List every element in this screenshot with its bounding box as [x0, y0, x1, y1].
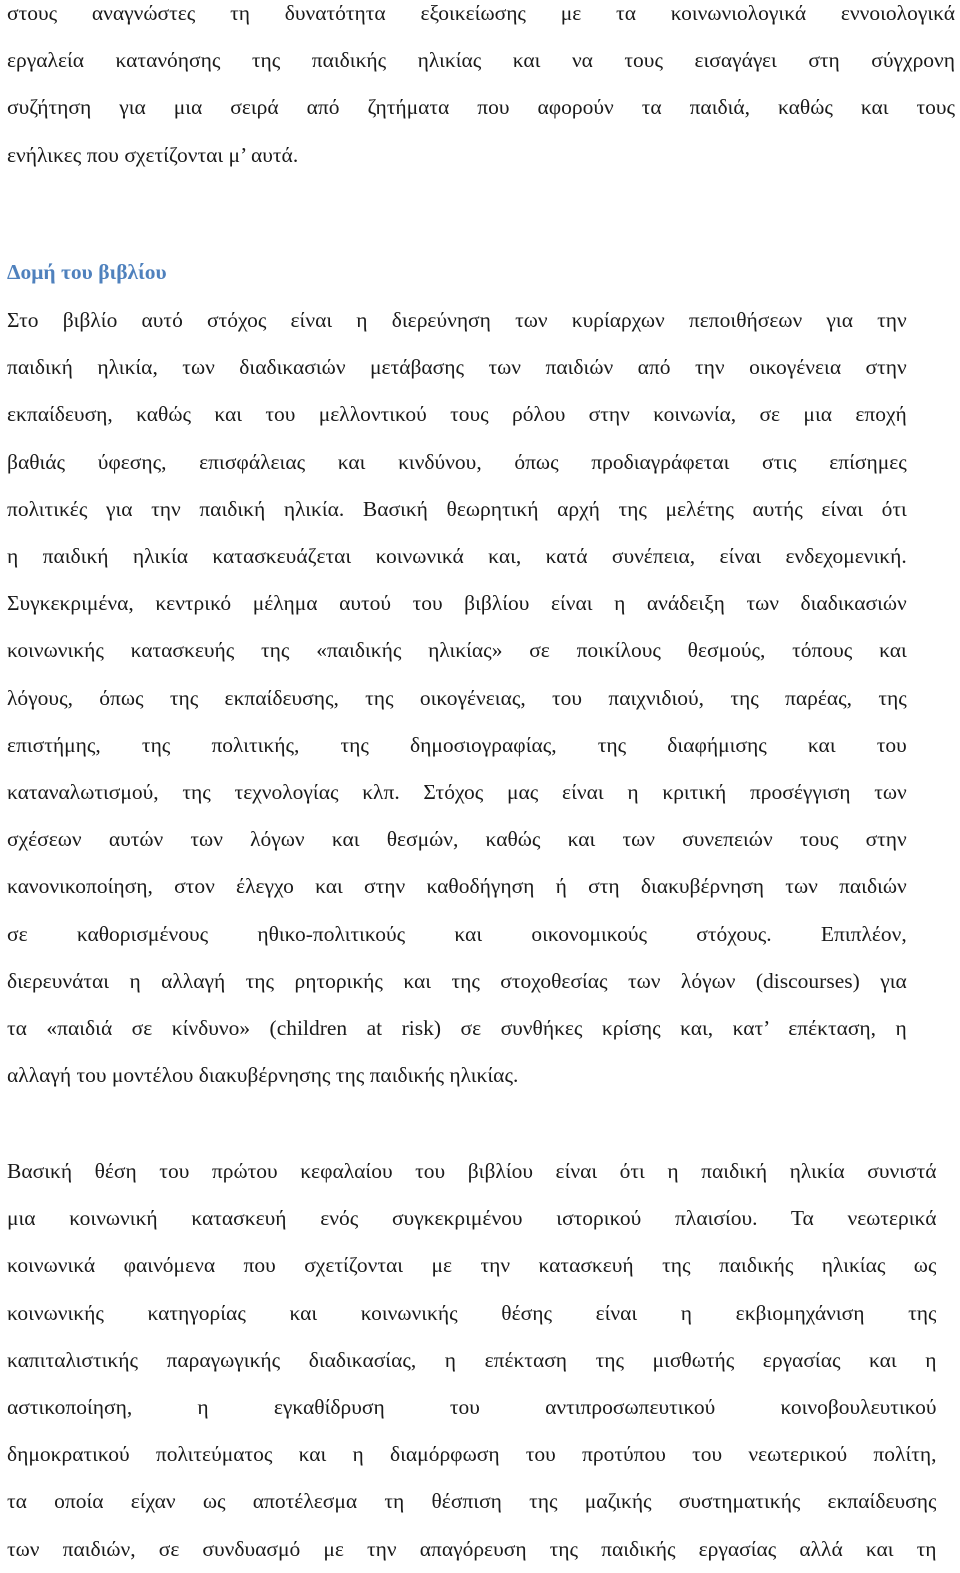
text-line: τα οποία είχαν ως αποτέλεσμα τη θέσπιση της μαζικής συστηματικής εκπαίδευσης	[7, 1489, 937, 1514]
text-line: Βασική θέση του πρώτου κεφαλαίου του βιβλίου είναι ότι η παιδική ηλικία συνιστά	[7, 1159, 937, 1183]
text-line: σχέσεων αυτών των λόγων και θεσμών, καθώς και των συνεπειών τους στην	[7, 827, 907, 852]
text-line: κοινωνικής κατηγορίας και κοινωνικής θέσης είναι η εκβιομηχάνιση της	[7, 1300, 937, 1325]
text-line: τα «παιδιά σε κίνδυνο» (children at risk) σε συνθήκες κρίσης και, κατ’ επέκταση, η	[7, 1016, 907, 1041]
text-line: μια κοινωνική κατασκευή ενός συγκεκριμένου ιστορικού πλαισίου. Τα νεωτερικά	[7, 1206, 937, 1231]
chapter-paragraph	[7, 1148, 936, 1573]
text-line: λόγους, όπως της εκπαίδευσης, της οικογένειας, του παιχνιδιού, της παρέας, της	[7, 685, 907, 710]
text-line: στους αναγνώστες τη δυνατότητα εξοικείωσης με τα κοινωνιολογικά εννοιολογικά	[7, 1, 956, 25]
text-line: πολιτικές για την παιδική ηλικία. Βασική θεωρητική αρχή της μελέτης αυτής είναι ότι	[7, 496, 907, 521]
text-line: βαθιάς ύφεσης, επισφάλειας και κινδύνου, όπως προδιαγράφεται στις επίσημες	[7, 449, 907, 474]
text-line: επιστήμης, της πολιτικής, της δημοσιογραφίας, της διαφήμισης και του	[7, 732, 907, 757]
text-line: Συγκεκριμένα, κεντρικό μέλημα αυτού του βιβλίου είναι η ανάδειξη των διαδικασιών	[7, 591, 907, 616]
text-line: εκπαίδευση, καθώς και του μελλοντικού τους ρόλου στην κοινωνία, σε μια εποχή	[7, 402, 907, 427]
text-line: αλλαγή του μοντέλου διακυβέρνησης της παιδικής ηλικίας.	[7, 1063, 519, 1088]
text-line: των παιδιών, σε συνδυασμό με την απαγόρευση της παιδικής εργασίας αλλά και τη	[7, 1536, 937, 1561]
intro-paragraph	[7, 0, 955, 179]
text-line: κοινωνικά φαινόμενα που σχετίζονται με την κατασκευή της παιδικής ηλικίας ως	[7, 1253, 937, 1278]
text-line: σε καθορισμένους ηθικο-πολιτικούς και οικονομικούς στόχους. Επιπλέον,	[7, 921, 907, 946]
text-line: εργαλεία κατανόησης της παιδικής ηλικίας και να τους εισαγάγει στη σύγχρονη	[7, 48, 956, 73]
text-line: δημοκρατικού πολιτεύματος και η διαμόρφωση του προτύπου του νεωτερικού πολίτη,	[7, 1442, 937, 1467]
structure-paragraph	[7, 297, 907, 1099]
text-line: η παιδική ηλικία κατασκευάζεται κοινωνικά και, κατά συνέπεια, είναι ενδεχομενική.	[7, 544, 907, 569]
text-line: κανονικοποίηση, στον έλεγχο και στην καθοδήγηση ή στη διακυβέρνηση των παιδιών	[7, 874, 907, 899]
section-heading: Δομή του βιβλίου	[7, 260, 167, 284]
text-line: κοινωνικής κατασκευής της «παιδικής ηλικίας» σε ποικίλους θεσμούς, τόπους και	[7, 638, 907, 663]
text-line: Στο βιβλίο αυτό στόχος είναι η διερεύνηση των κυρίαρχων πεποιθήσεων για την	[7, 308, 907, 332]
text-line: καταναλωτισμού, της τεχνολογίας κλπ. Στόχος μας είναι η κριτική προσέγγιση των	[7, 780, 907, 805]
text-line: διερευνάται η αλλαγή της ρητορικής και της στοχοθεσίας των λόγων (discourses) για	[7, 968, 907, 993]
text-line: αστικοποίηση, η εγκαθίδρυση του αντιπροσωπευτικού κοινοβουλευτικού	[7, 1395, 937, 1420]
text-line: καπιταλιστικής παραγωγικής διαδικασίας, η επέκταση της μισθωτής εργασίας και η	[7, 1347, 937, 1372]
text-line: παιδική ηλικία, των διαδικασιών μετάβασης των παιδιών από την οικογένεια στην	[7, 355, 907, 380]
text-line: συζήτηση για μια σειρά από ζητήματα που αφορούν τα παιδιά, καθώς και τους	[7, 95, 956, 120]
text-line: ενήλικες που σχετίζονται μ’ αυτά.	[7, 142, 299, 167]
